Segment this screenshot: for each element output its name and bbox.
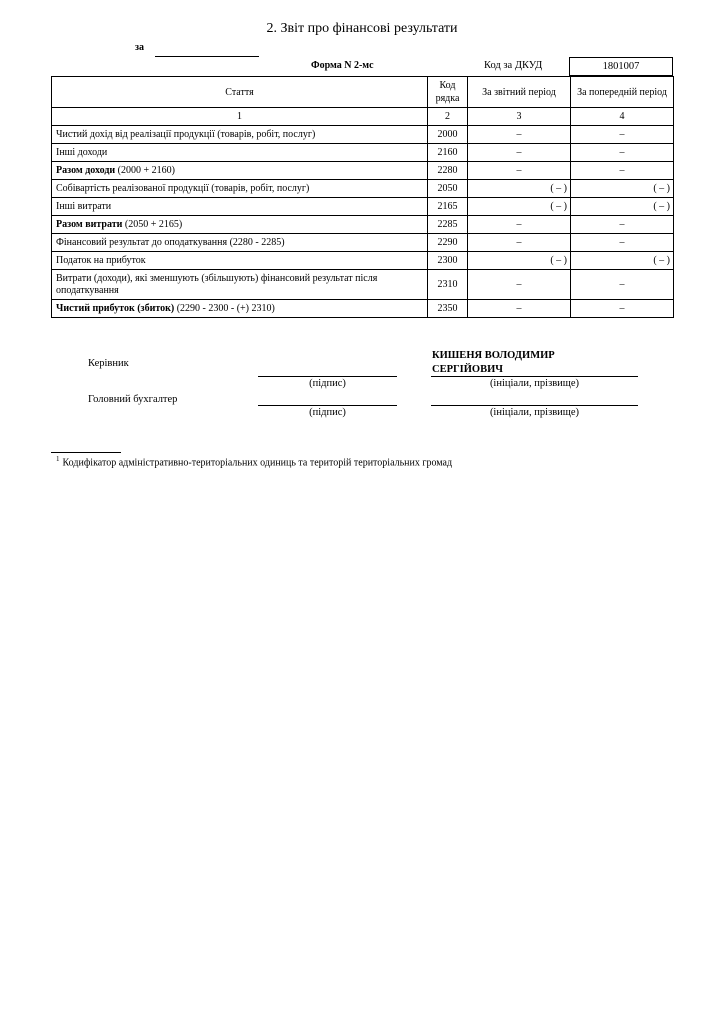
row-code: 2300 [428, 252, 468, 270]
row-article [52, 300, 428, 318]
table-row [52, 180, 674, 198]
accountant-signature-caption: (підпис) [309, 407, 346, 418]
row-article [52, 126, 428, 144]
row-value-previous: – [571, 270, 674, 300]
header-article: Стаття [52, 77, 428, 108]
row-article-bold: Разом доходи [56, 164, 116, 176]
row-article-text: Інші доходи [56, 146, 108, 158]
head-name-line [431, 376, 638, 377]
row-value-previous: – [571, 300, 674, 318]
head-signature-caption: (підпис) [309, 378, 346, 389]
row-article-bold: Чистий прибуток (збиток) [56, 302, 175, 314]
accountant-signature-line [258, 405, 397, 406]
row-article-text: (2290 - 2300 - (+) 2310) [174, 302, 275, 314]
header-previous-period: За попередній період [571, 77, 674, 108]
table-row [52, 126, 674, 144]
dkud-code-box: 1801007 [569, 57, 673, 76]
column-numbers-row [52, 108, 674, 126]
row-value-previous: – [571, 144, 674, 162]
table-row [52, 162, 674, 180]
row-article-text: Податок на прибуток [56, 254, 146, 266]
footnote-marker: 1 [56, 455, 60, 463]
table-row [52, 198, 674, 216]
column-number: 1 [52, 108, 428, 126]
row-code: 2165 [428, 198, 468, 216]
row-value-previous: ( – ) [571, 198, 674, 216]
financial-results-table [51, 76, 674, 318]
head-signature-line [258, 376, 397, 377]
accountant-label: Головний бухгалтер [88, 394, 178, 405]
header-current-period: За звітний період [468, 77, 571, 108]
row-value-previous: ( – ) [571, 252, 674, 270]
table-row [52, 300, 674, 318]
row-article-text: (2050 + 2165) [122, 218, 183, 230]
table-row [52, 234, 674, 252]
row-article [52, 144, 428, 162]
row-value-current: ( – ) [468, 180, 571, 198]
row-value-previous: – [571, 216, 674, 234]
row-value-current: – [468, 270, 571, 300]
head-label: Керівник [88, 358, 129, 369]
row-code: 2290 [428, 234, 468, 252]
head-name: КИШЕНЯ ВОЛОДИМИР СЕРГІЙОВИЧ [432, 350, 555, 375]
form-name: Форма N 2-мс [311, 60, 374, 71]
accountant-name-line [431, 405, 638, 406]
row-code: 2310 [428, 270, 468, 300]
row-value-previous: ( – ) [571, 180, 674, 198]
row-value-current: ( – ) [468, 198, 571, 216]
row-article [52, 198, 428, 216]
row-article-text: Інші витрати [56, 200, 112, 212]
row-article [52, 162, 428, 180]
row-article-text: Чистий дохід від реалізації продукції (товарів, робіт, послуг) [56, 128, 316, 140]
row-article-text: Витрати (доходи), які зменшують (збільшують) фінансовий результат після оподаткування [56, 272, 378, 296]
table-row [52, 252, 674, 270]
table-row [52, 270, 674, 300]
row-value-current: – [468, 300, 571, 318]
column-number: 4 [571, 108, 674, 126]
row-article [52, 270, 428, 300]
row-article [52, 216, 428, 234]
footnote-separator [51, 452, 121, 453]
column-number: 2 [428, 108, 468, 126]
row-code: 2160 [428, 144, 468, 162]
table-header-row [52, 77, 674, 108]
row-value-previous: – [571, 162, 674, 180]
row-value-current: – [468, 234, 571, 252]
column-number: 3 [468, 108, 571, 126]
dkud-label: Код за ДКУД [484, 60, 543, 71]
row-value-previous: – [571, 126, 674, 144]
row-code: 2285 [428, 216, 468, 234]
period-label: за [135, 42, 145, 53]
row-article-text: Собівартість реалізованої продукції (товарів, робіт, послуг) [56, 182, 310, 194]
row-value-current: – [468, 144, 571, 162]
head-name-caption: (ініціали, прізвище) [489, 378, 580, 389]
report-title: 2. Звіт про фінансові результати [266, 21, 458, 36]
table-row [52, 144, 674, 162]
row-value-current: – [468, 126, 571, 144]
row-article-text: Фінансовий результат до оподаткування (2280 - 2285) [56, 236, 285, 248]
table-row [52, 216, 674, 234]
row-article-bold: Разом витрати [56, 218, 123, 230]
footnote [56, 455, 452, 468]
row-code: 2000 [428, 126, 468, 144]
row-article [52, 180, 428, 198]
row-value-current: – [468, 162, 571, 180]
header-code: Код рядка [428, 77, 468, 108]
row-value-previous: – [571, 234, 674, 252]
row-value-current: – [468, 216, 571, 234]
row-value-current: ( – ) [468, 252, 571, 270]
row-code: 2350 [428, 300, 468, 318]
accountant-name-caption: (ініціали, прізвище) [489, 407, 580, 418]
footnote-text: Кодифікатор адміністративно-територіальних одиниць та територій територіальних громад [62, 457, 453, 469]
form-header-row [51, 57, 673, 76]
row-article [52, 234, 428, 252]
row-code: 2050 [428, 180, 468, 198]
row-article [52, 252, 428, 270]
row-code: 2280 [428, 162, 468, 180]
row-article-text: (2000 + 2160) [115, 164, 175, 176]
